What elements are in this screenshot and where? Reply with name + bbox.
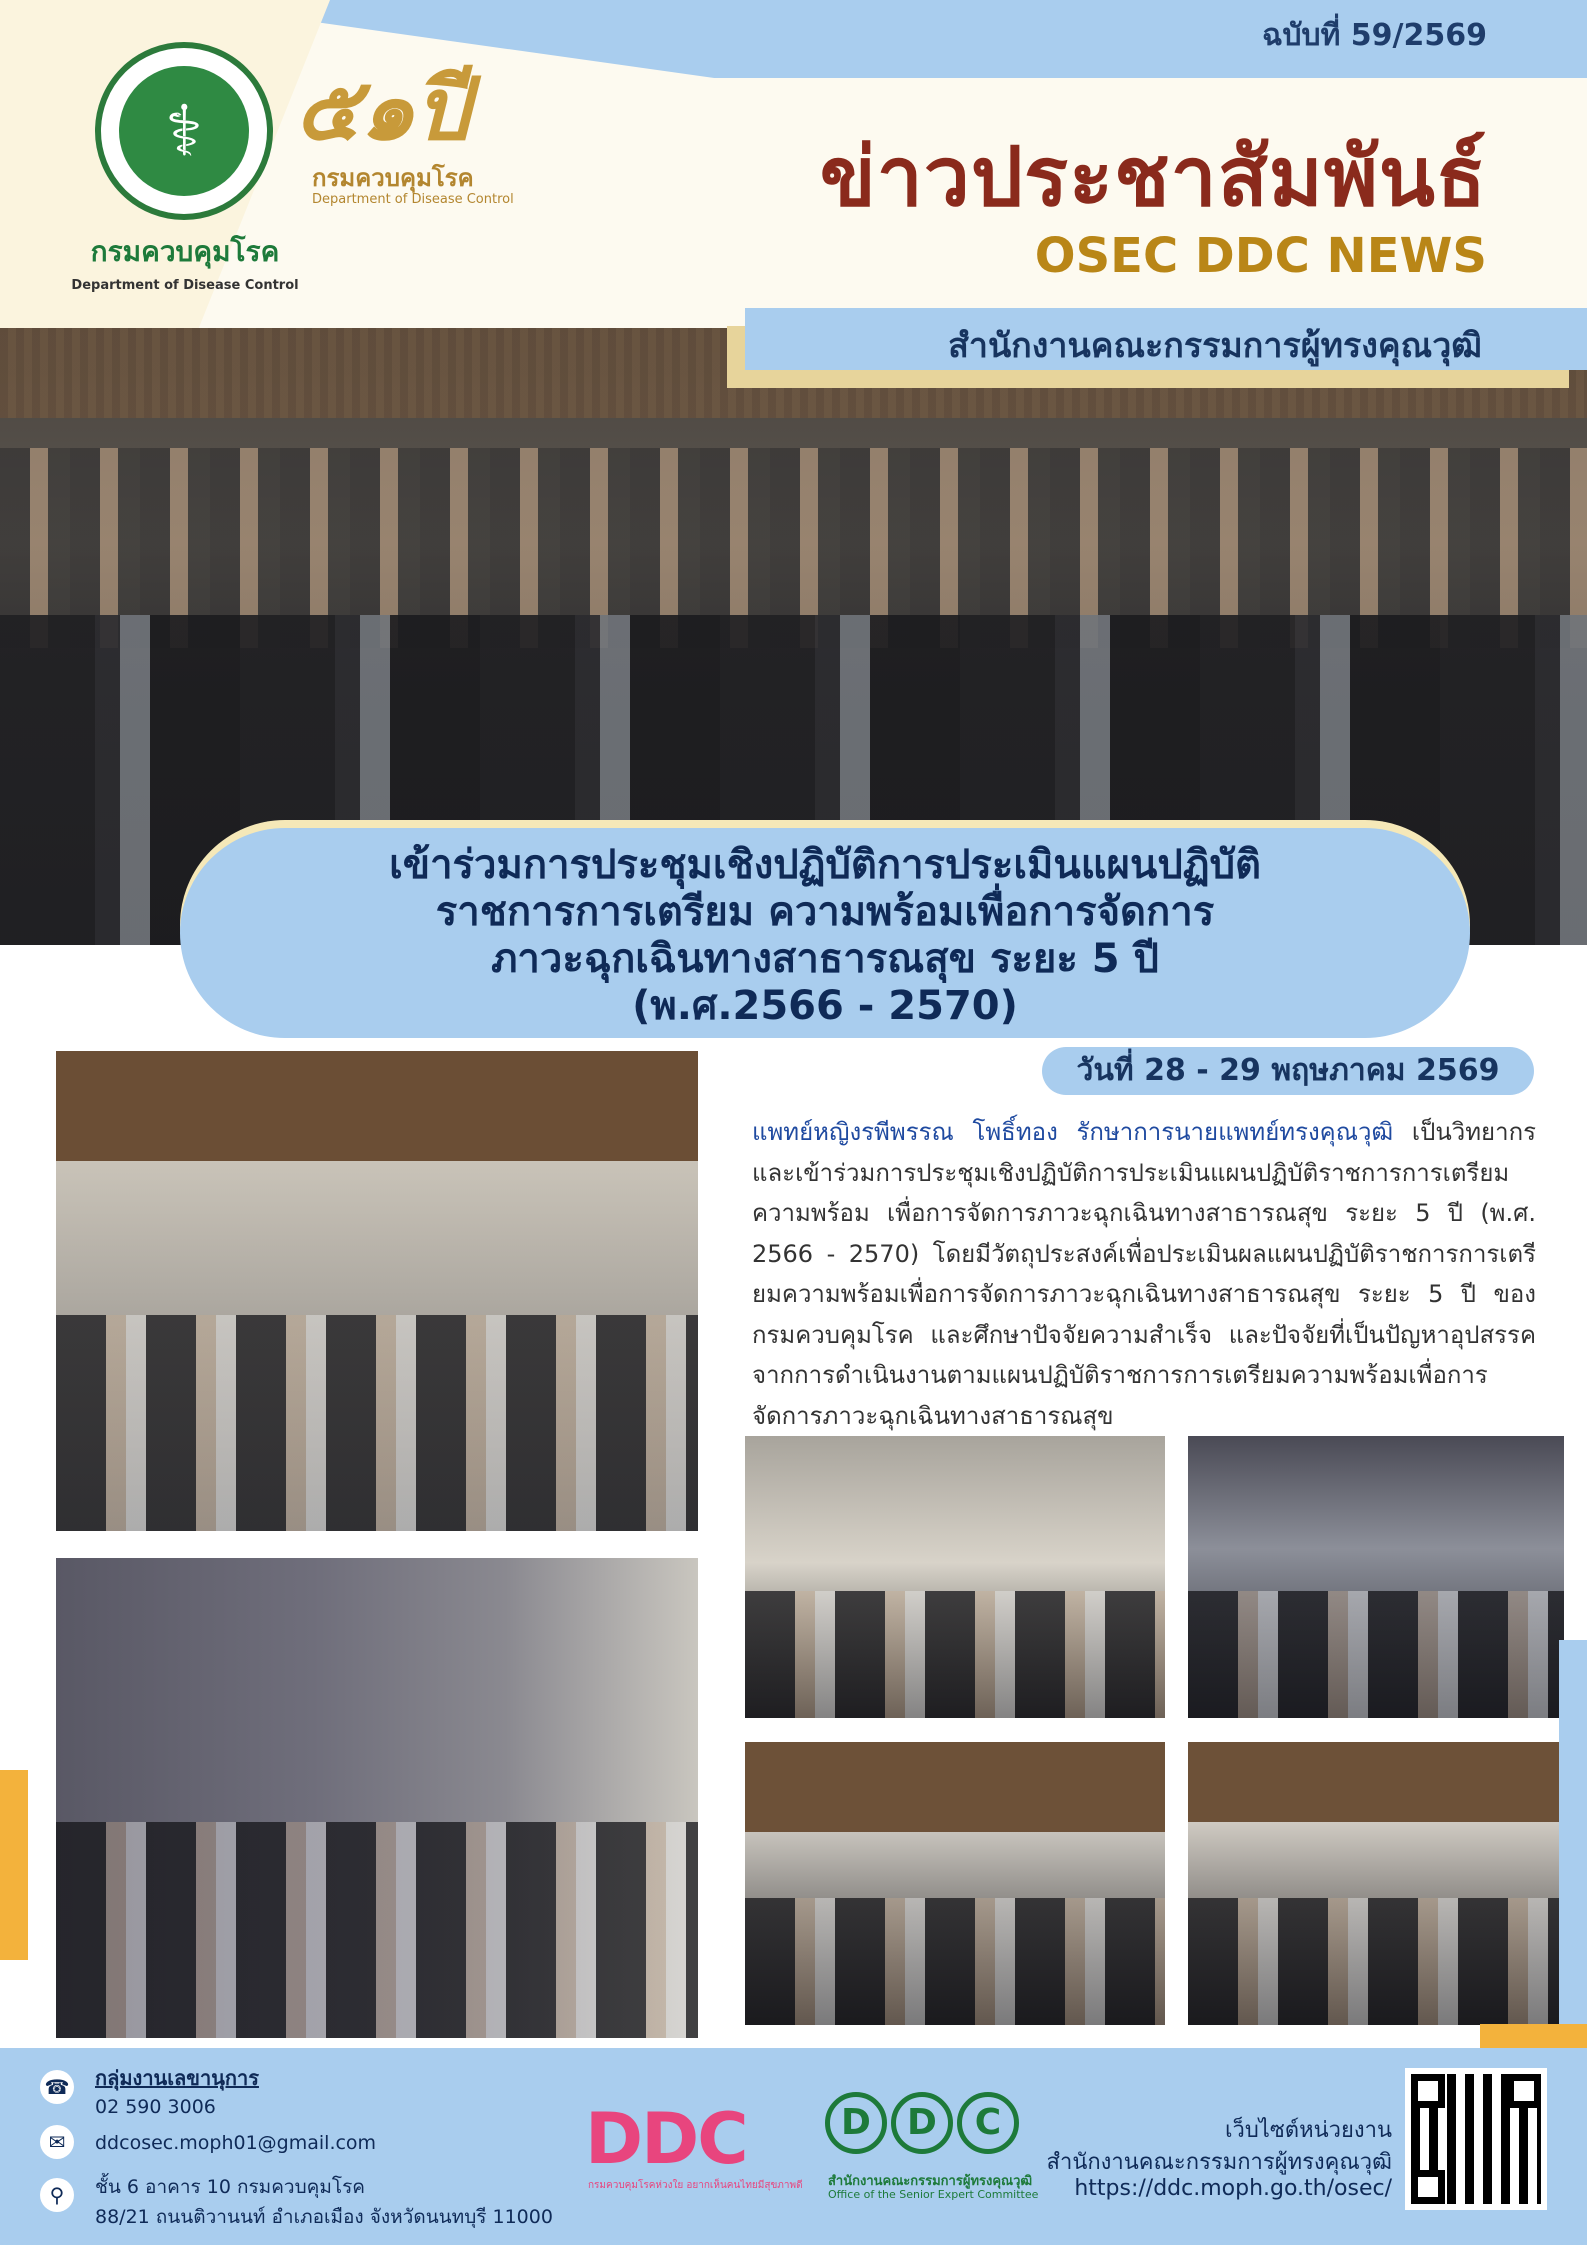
ddc-green-logo-th: สำนักงานคณะกรรมการผู้ทรงคุณวุฒิ — [828, 2174, 1033, 2189]
ddc-green-logo — [825, 2092, 1019, 2154]
workshop-photo-2 — [1188, 1436, 1564, 1718]
ddc-pink-logo: DDC — [585, 2098, 747, 2180]
contact-address-1: ชั้น 6 อาคาร 10 กรมควบคุมโรค — [95, 2176, 365, 2198]
group-photo-seminar-room — [56, 1051, 698, 1531]
decor-bar-right — [1559, 1640, 1587, 2050]
headline-line-2: ราชการการเตรียม ความพร้อมเพื่อการจัดการ — [435, 889, 1215, 935]
headline-line-1: เข้าร่วมการประชุมเชิงปฏิบัติการประเมินแผนปฏิบัติ — [389, 842, 1261, 888]
decor-bar-left — [0, 1770, 28, 1960]
workshop-photo-3 — [745, 1742, 1165, 2025]
ministry-logo — [95, 42, 273, 220]
ddc-pink-logo-sub: กรมควบคุมโรคห่วงใย อยากเห็นคนไทยมีสุขภาพดี — [588, 2180, 803, 2191]
office-name: สำนักงานคณะกรรมการผู้ทรงคุณวุฒิ — [948, 326, 1482, 366]
contact-email: ddcosec.moph01@gmail.com — [95, 2132, 377, 2154]
article-text: เป็นวิทยากรและเข้าร่วมการประชุมเชิงปฏิบัติการประเมินแผนปฏิบัติราชการการเตรียมความพร้อม เพื่อการจัดการภาวะฉุกเฉินทางสาธารณสุข ระยะ 5 ปี (พ.ศ. 2566 - 2570) โดยมีวัตถุประสงค์เพื่อประเมินผลแผนปฏิบัติราชการการเตรียมความพร้อมเพื่อการจัดการภาวะฉุกเฉินทางสาธารณสุข ระยะ 5 ปี ของกรมควบคุมโรค และศึกษาปัจจัยความสำเร็จ และปัจจัยที่เป็นปัญหาอุปสรรคจากการดำเนินงานตามแผนปฏิบัติราชการการเตรียมความพร้อมเพื่อการจัดการภาวะฉุกเฉินทางสาธารณสุข — [752, 1118, 1537, 1430]
ddc-green-letter-3: C — [957, 2092, 1019, 2154]
location-pin-icon: ⚲ — [40, 2178, 74, 2212]
speaker-photo — [56, 1558, 698, 2038]
website-url[interactable]: https://ddc.moph.go.th/osec/ — [1074, 2176, 1392, 2201]
contact-phone: 02 590 3006 — [95, 2096, 216, 2118]
ministry-logo-th: กรมควบคุมโรค — [90, 235, 280, 268]
anniversary-logo: ๕๑ปี — [295, 59, 470, 160]
article-lead: แพทย์หญิงรพีพรรณ โพธิ์ทอง รักษาการนายแพทย์ทรงคุณวุฒิ — [752, 1118, 1394, 1146]
page-title-th: ข่าวประชาสัมพันธ์ — [819, 130, 1487, 225]
workshop-photo-4 — [1188, 1742, 1564, 2025]
workshop-photo-1 — [745, 1436, 1165, 1718]
website-office: สำนักงานคณะกรรมการผู้ทรงคุณวุฒิ — [1046, 2150, 1392, 2175]
website-label: เว็บไซต์หน่วยงาน — [1224, 2118, 1392, 2143]
anniversary-logo-th: กรมควบคุมโรค — [312, 164, 474, 192]
email-icon: ✉ — [40, 2125, 74, 2159]
ministry-logo-en: Department of Disease Control — [71, 278, 299, 293]
headline-line-3: ภาวะฉุกเฉินทางสาธารณสุข ระยะ 5 ปี — [491, 936, 1159, 982]
issue-number: ฉบับที่ 59/2569 — [1262, 18, 1487, 53]
event-date: วันที่ 28 - 29 พฤษภาคม 2569 — [1042, 1047, 1534, 1095]
ddc-green-logo-en: Office of the Senior Expert Committee — [828, 2188, 1039, 2201]
anniversary-logo-en: Department of Disease Control — [312, 192, 514, 207]
caduceus-icon: ⚕ — [119, 66, 249, 196]
phone-icon: ☎ — [40, 2070, 74, 2104]
decor-bar-right-small — [1480, 2024, 1587, 2050]
ddc-green-letter-2: D — [891, 2092, 953, 2154]
headline — [180, 842, 1470, 1030]
contact-address-2: 88/21 ถนนติวานนท์ อำเภอเมือง จังหวัดนนทบุรี 11000 — [95, 2206, 553, 2228]
headline-line-4: (พ.ศ.2566 - 2570) — [632, 983, 1018, 1029]
ddc-green-letter-1: D — [825, 2092, 887, 2154]
article-body — [752, 1112, 1536, 1436]
contact-heading: กลุ่มงานเลขานุการ — [95, 2066, 259, 2090]
qr-code[interactable] — [1405, 2068, 1547, 2210]
page-title-en: OSEC DDC NEWS — [1034, 228, 1487, 284]
